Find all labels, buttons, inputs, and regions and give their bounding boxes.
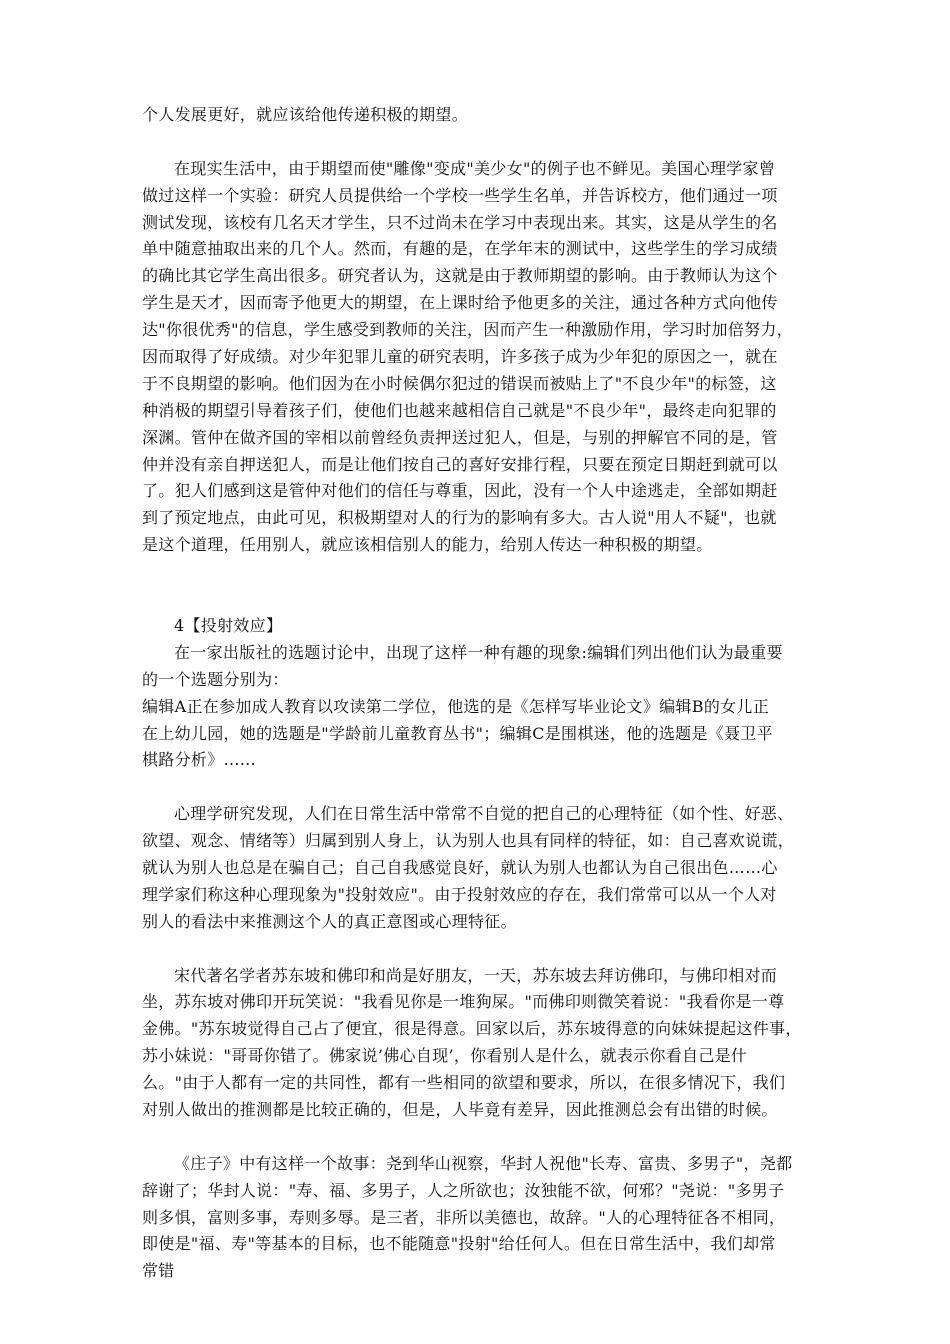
paragraph-editor-topics [142,640,826,694]
paragraph-pygmalion-effect [142,156,826,559]
text-line: 学生是天才，因而寄予他更大的期望，在上课时给予他更多的关注，通过各种方式向他传 [142,293,778,313]
text-line: 于不良期望的影响。他们因为在小时候偶尔犯过的错误而被贴上了"不良少年"的标签，这 [142,373,777,393]
text-line: 仲并没有亲自押送犯人，而是让他们按自己的喜好安排行程，只要在预定日期赶到就可以 [142,454,778,474]
paragraph-intro-end [142,102,826,129]
text-line: 在上幼儿园，她的选题是"学龄前儿童教育丛书"；编辑C是围棋迷，他的选题是《聂卫平 [142,723,773,743]
text-line: 到了预定地点，由此可见，积极期望对人的行为的影响有多大。古人说"用人不疑"，也就 [142,508,777,528]
text-line: 编辑A正在参加成人教育以攻读第二学位，他选的是《怎样写毕业论文》编辑B的女儿正 [142,696,770,716]
text-line: 《庄子》中有这样一个故事：尧到华山视察，华封人祝他"长寿、富贵、多男子"，尧都 [174,1153,793,1173]
text-line: 达"你很优秀"的信息，学生感受到教师的关注，因而产生一种激励作用，学习时加倍努力， [142,320,794,340]
paragraph-su-dongpo-story [142,963,826,1124]
paragraph-editor-examples [142,694,826,775]
text-line: 是这个道理，任用别人，就应该相信别人的能力，给别人传达一种积极的期望。 [142,535,713,555]
text-line: 欲望、观念、情绪等）归属到别人身上，认为别人也具有同样的特征，如：自己喜欢说谎， [142,831,795,851]
text-line: 别人的看法中来推测这个人的真正意图或心理特征。 [142,911,517,931]
text-line: 个人发展更好，就应该给他传递积极的期望。 [142,105,469,124]
paragraph-zhuangzi-story [142,1151,826,1285]
text-line: 因而取得了好成绩。对少年犯罪儿童的研究表明，许多孩子成为少年犯的原因之一，就在 [142,347,778,367]
text-line: 对别人做出的推测都是比较正确的，但是，人毕竟有差异，因此推测总会有出错的时候。 [142,1099,778,1119]
text-line: 金佛。"苏东坡觉得自己占了便宜，很是得意。回家以后，苏东坡得意的向妹妹提起这件事， [142,1019,802,1039]
text-line: 心理学研究发现，人们在日常生活中常常不自觉的把自己的心理特征（如个性、好恶、 [174,804,794,824]
text-line: 即使是"福、寿"等基本的目标，也不能随意"投射"给任何人。但在日常生活中，我们却常 [142,1234,776,1254]
text-line: 测试发现，该校有几名天才学生，只不过尚未在学习中表现出来。其实，这是从学生的名 [142,212,778,232]
text-line: 棋路分析》…… [142,750,257,770]
text-line: 理学家们称这种心理现象为"投射效应"。由于投射效应的存在，我们常常可以从一个人对 [142,884,777,904]
text-line: 么。"由于人都有一定的共同性，都有一些相同的欲望和要求，所以，在很多情况下，我们 [142,1073,786,1093]
text-line: 就认为别人也总是在骗自己；自己自我感觉良好，就认为别人也都认为自己很出色……心 [142,857,778,877]
text-line: 坐，苏东坡对佛印开玩笑说："我看见你是一堆狗屎。"而佛印则微笑着说："我看你是一尊 [142,992,785,1012]
text-line: 宋代著名学者苏东坡和佛印和尚是好朋友，一天，苏东坡去拜访佛印，与佛印相对而 [174,965,778,985]
text-line: 做过这样一个实验：研究人员提供给一个学校一些学生名单，并告诉校方，他们通过一项 [142,185,778,205]
text-line: 的确比其它学生高出很多。研究者认为，这就是由于教师期望的影响。由于教师认为这个 [142,266,778,286]
text-line: 单中随意抽取出来的几个人。然而，有趣的是，在学年末的测试中，这些学生的学习成绩 [142,239,778,259]
text-line: 辞谢了；华封人说："寿、福、多男子，人之所欲也；汝独能不欲，何邪？"尧说："多男子 [142,1180,785,1200]
text-line: 常错 [142,1261,175,1281]
text-line: 在现实生活中，由于期望而使"雕像"变成"美少女"的例子也不鲜见。美国心理学家曾 [174,158,776,178]
text-line: 的一个选题分别为： [142,669,289,689]
text-line: 了。犯人们感到这是管仲对他们的信任与尊重，因此，没有一个人中途逃走，全部如期赶 [142,481,778,501]
paragraph-projection-definition [142,801,826,935]
text-line: 种消极的期望引导着孩子们，使他们也越来越相信自己就是"不良少年"，最终走向犯罪的 [142,400,777,420]
text-line: 在一家出版社的选题讨论中，出现了这样一种有趣的现象:编辑们列出他们认为最重要 [174,642,783,662]
document-page [142,102,826,1285]
text-line: 则多惧，富则多事，寿则多辱。是三者，非所以美德也，故辞。"人的心理特征各不相同， [142,1207,786,1227]
section-heading: 4【投射效应】 [174,615,283,635]
text-line: 苏小妹说："哥哥你错了。佛家说’佛心自现’，你看别人是什么，就表示你看自己是什 [142,1046,748,1066]
text-line: 深渊。管仲在做齐国的宰相以前曾经负责押送过犯人，但是，与别的押解官不同的是，管 [142,427,778,447]
